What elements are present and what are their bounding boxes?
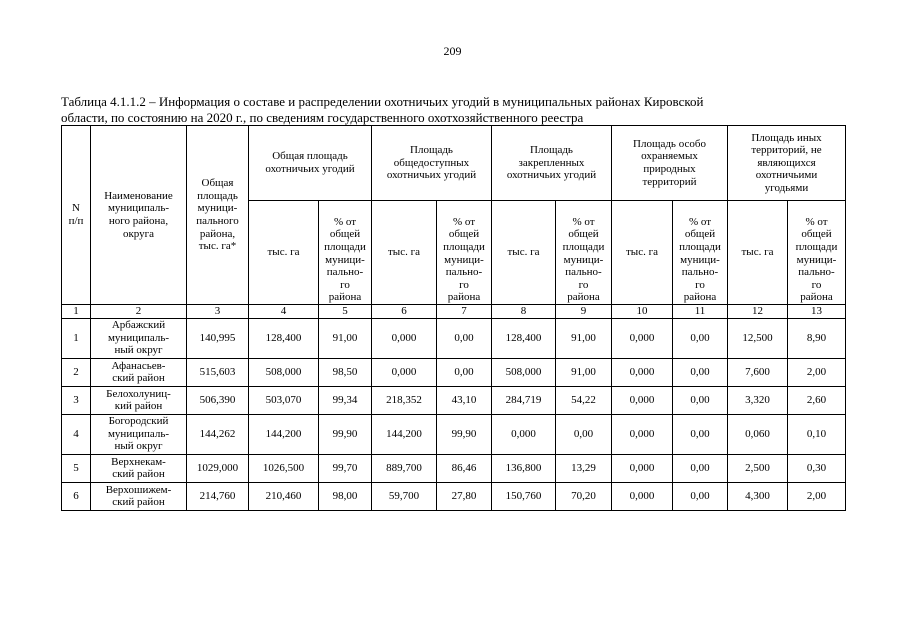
cell-value: 0,00 — [437, 318, 492, 358]
cell-value: 13,29 — [556, 454, 612, 482]
cell-value: 27,80 — [437, 482, 492, 510]
cell-value: 0,00 — [673, 386, 728, 414]
district-name: Афанасьев- ский район — [91, 358, 187, 386]
column-number: 5 — [319, 305, 372, 319]
cell-value: 99,34 — [319, 386, 372, 414]
header-unit: тыс. га — [728, 201, 788, 305]
column-number: 8 — [492, 305, 556, 319]
cell-value: 0,060 — [728, 414, 788, 454]
district-name: Белохолуниц- кий район — [91, 386, 187, 414]
cell-value: 0,000 — [612, 358, 673, 386]
cell-value: 0,00 — [673, 318, 728, 358]
header-group-other: Площадь иных территорий, не являющихся охотничьими угодьями — [728, 126, 846, 201]
cell-value: 515,603 — [187, 358, 249, 386]
column-number: 6 — [372, 305, 437, 319]
cell-value: 0,000 — [612, 318, 673, 358]
cell-value: 99,90 — [319, 414, 372, 454]
row-number: 4 — [62, 414, 91, 454]
column-number: 7 — [437, 305, 492, 319]
cell-value: 7,600 — [728, 358, 788, 386]
column-number: 13 — [788, 305, 846, 319]
cell-value: 0,000 — [612, 386, 673, 414]
cell-value: 214,760 — [187, 482, 249, 510]
header-unit: тыс. га — [612, 201, 673, 305]
header-group-total-hunting: Общая площадь охотничьих угодий — [249, 126, 372, 201]
cell-value: 54,22 — [556, 386, 612, 414]
table-row — [62, 358, 846, 386]
cell-value: 0,00 — [673, 482, 728, 510]
cell-value: 70,20 — [556, 482, 612, 510]
column-number: 12 — [728, 305, 788, 319]
header-percent: % от общей площади муници- пально- го района — [673, 201, 728, 305]
column-number: 3 — [187, 305, 249, 319]
cell-value: 0,00 — [556, 414, 612, 454]
table-row — [62, 454, 846, 482]
cell-value: 2,00 — [788, 482, 846, 510]
district-name: Богородский муниципаль- ный округ — [91, 414, 187, 454]
row-number: 5 — [62, 454, 91, 482]
header-name: Наименование муниципаль- ного района, округа — [91, 126, 187, 305]
cell-value: 506,390 — [187, 386, 249, 414]
caption-line: области, по состоянию на 2020 г., по сведениям государственного охотхозяйственного реестра — [61, 110, 584, 125]
cell-value: 889,700 — [372, 454, 437, 482]
column-number: 10 — [612, 305, 673, 319]
cell-value: 0,000 — [492, 414, 556, 454]
row-number: 1 — [62, 318, 91, 358]
cell-value: 99,70 — [319, 454, 372, 482]
cell-value: 4,300 — [728, 482, 788, 510]
cell-value: 98,50 — [319, 358, 372, 386]
cell-value: 2,00 — [788, 358, 846, 386]
district-name: Верхнекам- ский район — [91, 454, 187, 482]
cell-value: 503,070 — [249, 386, 319, 414]
hunting-grounds-table — [61, 125, 846, 511]
column-number: 9 — [556, 305, 612, 319]
cell-value: 86,46 — [437, 454, 492, 482]
row-number: 3 — [62, 386, 91, 414]
district-name: Арбажский муниципаль- ный округ — [91, 318, 187, 358]
cell-value: 0,00 — [437, 358, 492, 386]
cell-value: 140,995 — [187, 318, 249, 358]
cell-value: 144,200 — [372, 414, 437, 454]
cell-value: 128,400 — [249, 318, 319, 358]
cell-value: 0,000 — [612, 482, 673, 510]
cell-value: 0,30 — [788, 454, 846, 482]
cell-value: 210,460 — [249, 482, 319, 510]
cell-value: 12,500 — [728, 318, 788, 358]
header-percent: % от общей площади муници- пально- го района — [437, 201, 492, 305]
cell-value: 0,000 — [372, 358, 437, 386]
table-row — [62, 482, 846, 510]
cell-value: 2,500 — [728, 454, 788, 482]
header-total-area: Общая площадь муници- пального района, тыс. га* — [187, 126, 249, 305]
cell-value: 508,000 — [492, 358, 556, 386]
header-num: N п/п — [62, 126, 91, 305]
table-row — [62, 318, 846, 358]
cell-value: 1029,000 — [187, 454, 249, 482]
cell-value: 43,10 — [437, 386, 492, 414]
header-unit: тыс. га — [249, 201, 319, 305]
district-name: Верхошижем- ский район — [91, 482, 187, 510]
table-caption — [61, 94, 851, 126]
cell-value: 218,352 — [372, 386, 437, 414]
cell-value: 0,000 — [372, 318, 437, 358]
cell-value: 128,400 — [492, 318, 556, 358]
cell-value: 0,00 — [673, 414, 728, 454]
column-number: 2 — [91, 305, 187, 319]
cell-value: 1026,500 — [249, 454, 319, 482]
cell-value: 3,320 — [728, 386, 788, 414]
cell-value: 2,60 — [788, 386, 846, 414]
header-percent: % от общей площади муници- пально- го района — [319, 201, 372, 305]
cell-value: 59,700 — [372, 482, 437, 510]
table-row — [62, 386, 846, 414]
cell-value: 284,719 — [492, 386, 556, 414]
cell-value: 0,000 — [612, 414, 673, 454]
header-group-protected: Площадь особо охраняемых природных территорий — [612, 126, 728, 201]
page-number: 209 — [443, 44, 462, 58]
cell-value: 91,00 — [556, 358, 612, 386]
cell-value: 508,000 — [249, 358, 319, 386]
table-row — [62, 414, 846, 454]
cell-value: 0,000 — [612, 454, 673, 482]
cell-value: 8,90 — [788, 318, 846, 358]
cell-value: 144,262 — [187, 414, 249, 454]
cell-value: 91,00 — [556, 318, 612, 358]
header-unit: тыс. га — [372, 201, 437, 305]
cell-value: 144,200 — [249, 414, 319, 454]
header-percent: % от общей площади муници- пально- го района — [788, 201, 846, 305]
cell-value: 0,00 — [673, 454, 728, 482]
column-number: 1 — [62, 305, 91, 319]
column-number: 11 — [673, 305, 728, 319]
header-group-assigned: Площадь закрепленных охотничьих угодий — [492, 126, 612, 201]
cell-value: 150,760 — [492, 482, 556, 510]
caption-line: Таблица 4.1.1.2 – Информация о составе и распределении охотничьих угодий в муниципальных районах Кировской — [61, 94, 704, 109]
header-unit: тыс. га — [492, 201, 556, 305]
column-number: 4 — [249, 305, 319, 319]
cell-value: 91,00 — [319, 318, 372, 358]
cell-value: 98,00 — [319, 482, 372, 510]
row-number: 6 — [62, 482, 91, 510]
header-group-public: Площадь общедоступных охотничьих угодий — [372, 126, 492, 201]
header-percent: % от общей площади муници- пально- го района — [556, 201, 612, 305]
row-number: 2 — [62, 358, 91, 386]
cell-value: 0,10 — [788, 414, 846, 454]
cell-value: 136,800 — [492, 454, 556, 482]
cell-value: 0,00 — [673, 358, 728, 386]
cell-value: 99,90 — [437, 414, 492, 454]
